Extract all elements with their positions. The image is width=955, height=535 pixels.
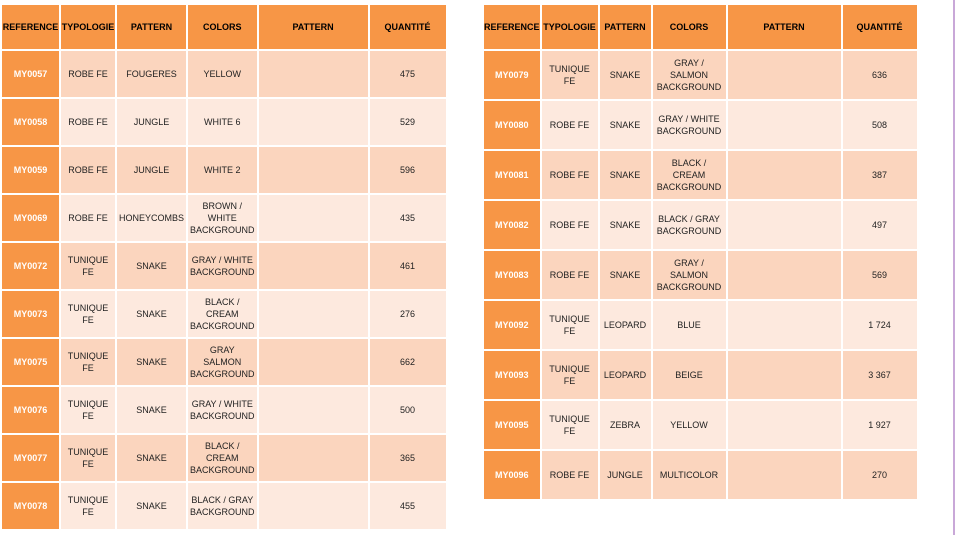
typologie-cell: ROBE FE	[61, 147, 115, 193]
quantite-cell: 1 927	[843, 401, 917, 449]
header-reference: REFERENCE	[2, 5, 59, 49]
typologie-cell: ROBE FE	[542, 151, 598, 199]
reference-cell: MY0081	[484, 151, 540, 199]
header-colors: COLORS	[653, 5, 726, 49]
colors-cell: GRAY / WHITE BACKGROUND	[188, 243, 257, 289]
table-row	[2, 147, 446, 193]
pattern-swatch-cell	[259, 339, 368, 385]
reference-cell: MY0096	[484, 451, 540, 499]
pattern-swatch-cell	[728, 201, 841, 249]
colors-cell: WHITE 6	[188, 99, 257, 145]
product-table-right	[482, 3, 919, 501]
pattern-swatch-cell	[259, 483, 368, 529]
table-row	[484, 251, 917, 299]
typologie-cell: TUNIQUE FE	[61, 339, 115, 385]
pattern-cell: JUNGLE	[600, 451, 651, 499]
reference-cell: MY0073	[2, 291, 59, 337]
quantite-cell: 455	[370, 483, 446, 529]
quantite-cell: 475	[370, 51, 446, 97]
table-row	[484, 151, 917, 199]
pattern-cell: HONEYCOMBS	[117, 195, 186, 241]
typologie-cell: TUNIQUE FE	[542, 401, 598, 449]
typologie-cell: TUNIQUE FE	[542, 51, 598, 99]
pattern-swatch-cell	[259, 387, 368, 433]
reference-cell: MY0080	[484, 101, 540, 149]
reference-cell: MY0092	[484, 301, 540, 349]
colors-cell: MULTICOLOR	[653, 451, 726, 499]
header-typologie: TYPOLOGIE	[542, 5, 598, 49]
pattern-cell: SNAKE	[600, 151, 651, 199]
header-typologie: TYPOLOGIE	[61, 5, 115, 49]
header-row	[484, 5, 917, 49]
header-pattern: PATTERN	[117, 5, 186, 49]
pattern-swatch-cell	[728, 401, 841, 449]
pattern-cell: SNAKE	[117, 387, 186, 433]
header-row	[2, 5, 446, 49]
pattern-cell: SNAKE	[600, 251, 651, 299]
typologie-cell: TUNIQUE FE	[61, 243, 115, 289]
pattern-cell: SNAKE	[600, 101, 651, 149]
colors-cell: BROWN / WHITE BACKGROUND	[188, 195, 257, 241]
pattern-cell: SNAKE	[117, 291, 186, 337]
reference-cell: MY0057	[2, 51, 59, 97]
pattern-swatch-cell	[728, 451, 841, 499]
quantite-cell: 662	[370, 339, 446, 385]
table-row	[484, 451, 917, 499]
typologie-cell: ROBE FE	[61, 99, 115, 145]
table-row	[484, 351, 917, 399]
colors-cell: BLACK / CREAM BACKGROUND	[188, 291, 257, 337]
quantite-cell: 270	[843, 451, 917, 499]
table-row	[2, 51, 446, 97]
pattern-swatch-cell	[728, 151, 841, 199]
reference-cell: MY0082	[484, 201, 540, 249]
quantite-cell: 387	[843, 151, 917, 199]
table-row	[484, 401, 917, 449]
colors-cell: GRAY / WHITE BACKGROUND	[653, 101, 726, 149]
reference-cell: MY0072	[2, 243, 59, 289]
table-row	[2, 195, 446, 241]
typologie-cell: ROBE FE	[61, 195, 115, 241]
table-row	[484, 201, 917, 249]
header-quantite: QUANTITÉ	[843, 5, 917, 49]
header-pattern: PATTERN	[600, 5, 651, 49]
table-row	[484, 301, 917, 349]
colors-cell: BLUE	[653, 301, 726, 349]
typologie-cell: TUNIQUE FE	[61, 387, 115, 433]
typologie-cell: ROBE FE	[542, 251, 598, 299]
colors-cell: GRAY / SALMON BACKGROUND	[653, 51, 726, 99]
reference-cell: MY0059	[2, 147, 59, 193]
typologie-cell: ROBE FE	[542, 451, 598, 499]
colors-cell: BLACK / GRAY BACKGROUND	[653, 201, 726, 249]
pattern-cell: JUNGLE	[117, 99, 186, 145]
pattern-swatch-cell	[259, 147, 368, 193]
reference-cell: MY0079	[484, 51, 540, 99]
reference-cell: MY0083	[484, 251, 540, 299]
pattern-swatch-cell	[259, 291, 368, 337]
reference-cell: MY0077	[2, 435, 59, 481]
header-colors: COLORS	[188, 5, 257, 49]
product-table-left	[0, 3, 448, 531]
colors-cell: BLACK / CREAM BACKGROUND	[653, 151, 726, 199]
table-row	[484, 51, 917, 99]
typologie-cell: TUNIQUE FE	[542, 351, 598, 399]
pattern-cell: JUNGLE	[117, 147, 186, 193]
quantite-cell: 435	[370, 195, 446, 241]
quantite-cell: 569	[843, 251, 917, 299]
quantite-cell: 461	[370, 243, 446, 289]
header-pattern-image: PATTERN	[259, 5, 368, 49]
pattern-cell: ZEBRA	[600, 401, 651, 449]
quantite-cell: 636	[843, 51, 917, 99]
colors-cell: BEIGE	[653, 351, 726, 399]
quantite-cell: 3 367	[843, 351, 917, 399]
colors-cell: GRAY / WHITE BACKGROUND	[188, 387, 257, 433]
table-row	[2, 243, 446, 289]
reference-cell: MY0093	[484, 351, 540, 399]
quantite-cell: 365	[370, 435, 446, 481]
reference-cell: MY0095	[484, 401, 540, 449]
colors-cell: WHITE 2	[188, 147, 257, 193]
pattern-cell: LEOPARD	[600, 301, 651, 349]
pattern-cell: SNAKE	[117, 483, 186, 529]
typologie-cell: TUNIQUE FE	[61, 483, 115, 529]
quantite-cell: 276	[370, 291, 446, 337]
header-pattern-image: PATTERN	[728, 5, 841, 49]
colors-cell: GRAY SALMON BACKGROUND	[188, 339, 257, 385]
colors-cell: YELLOW	[653, 401, 726, 449]
table-row	[484, 101, 917, 149]
table-row	[2, 291, 446, 337]
quantite-cell: 497	[843, 201, 917, 249]
colors-cell: GRAY / SALMON BACKGROUND	[653, 251, 726, 299]
table-row	[2, 435, 446, 481]
table-row	[2, 387, 446, 433]
pattern-cell: SNAKE	[117, 435, 186, 481]
pattern-swatch-cell	[259, 195, 368, 241]
pattern-swatch-cell	[259, 51, 368, 97]
reference-cell: MY0069	[2, 195, 59, 241]
typologie-cell: ROBE FE	[542, 101, 598, 149]
pattern-swatch-cell	[728, 251, 841, 299]
quantite-cell: 500	[370, 387, 446, 433]
typologie-cell: TUNIQUE FE	[61, 291, 115, 337]
pattern-cell: LEOPARD	[600, 351, 651, 399]
colors-cell: BLACK / GRAY BACKGROUND	[188, 483, 257, 529]
pattern-swatch-cell	[728, 101, 841, 149]
reference-cell: MY0075	[2, 339, 59, 385]
reference-cell: MY0078	[2, 483, 59, 529]
table-row	[2, 339, 446, 385]
quantite-cell: 508	[843, 101, 917, 149]
quantite-cell: 529	[370, 99, 446, 145]
header-quantite: QUANTITÉ	[370, 5, 446, 49]
reference-cell: MY0058	[2, 99, 59, 145]
quantite-cell: 1 724	[843, 301, 917, 349]
pattern-cell: SNAKE	[600, 51, 651, 99]
colors-cell: YELLOW	[188, 51, 257, 97]
table-row	[2, 483, 446, 529]
pattern-swatch-cell	[259, 99, 368, 145]
pattern-swatch-cell	[728, 51, 841, 99]
quantite-cell: 596	[370, 147, 446, 193]
pattern-cell: SNAKE	[117, 243, 186, 289]
header-reference: REFERENCE	[484, 5, 540, 49]
colors-cell: BLACK / CREAM BACKGROUND	[188, 435, 257, 481]
reference-cell: MY0076	[2, 387, 59, 433]
pattern-swatch-cell	[259, 435, 368, 481]
typologie-cell: TUNIQUE FE	[61, 435, 115, 481]
pattern-swatch-cell	[728, 351, 841, 399]
pattern-cell: SNAKE	[600, 201, 651, 249]
table-row	[2, 99, 446, 145]
pattern-cell: FOUGERES	[117, 51, 186, 97]
typologie-cell: TUNIQUE FE	[542, 301, 598, 349]
pattern-swatch-cell	[259, 243, 368, 289]
pattern-swatch-cell	[728, 301, 841, 349]
typologie-cell: ROBE FE	[542, 201, 598, 249]
typologie-cell: ROBE FE	[61, 51, 115, 97]
pattern-cell: SNAKE	[117, 339, 186, 385]
